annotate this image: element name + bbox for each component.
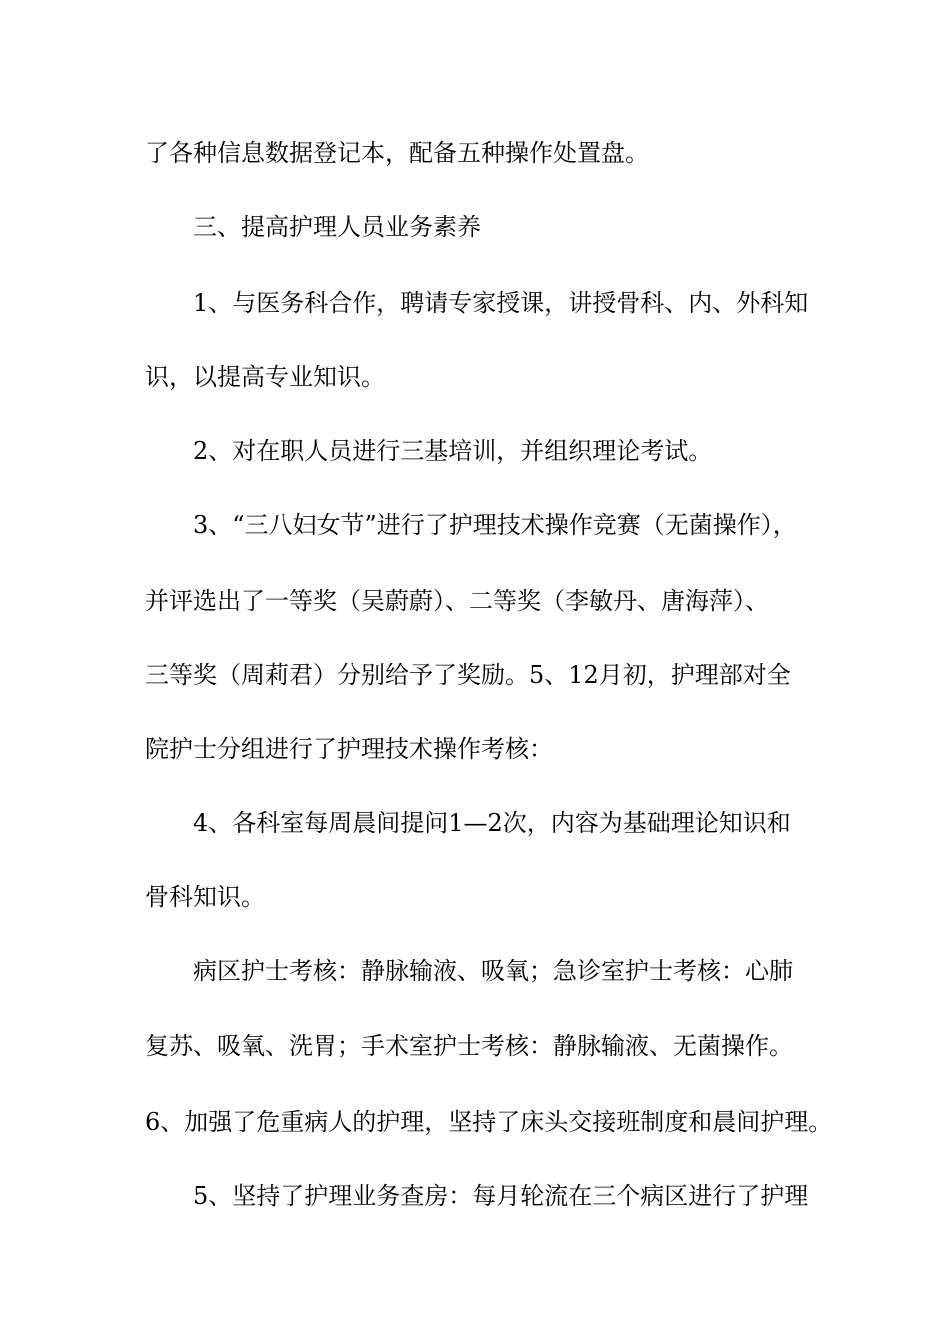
paragraph-line: 5、坚持了护理业务查房：每月轮流在三个病区进行了护理	[193, 1182, 809, 1210]
paragraph-line: 6、加强了危重病人的护理，坚持了床头交接班制度和晨间护理。	[145, 1108, 833, 1136]
paragraph-line: 三等奖（周莉君）分别给予了奖励。5、12月初，护理部对全	[145, 661, 791, 689]
paragraph-line: 识，以提高专业知识。	[145, 363, 385, 391]
paragraph-line: 2、对在职人员进行三基培训，并组织理论考试。	[193, 437, 713, 465]
paragraph-line: 3、“三八妇女节”进行了护理技术操作竞赛（无菌操作），	[193, 511, 797, 539]
paragraph-line: 病区护士考核：静脉输液、吸氧；急诊室护士考核：心肺	[193, 957, 793, 985]
paragraph-line: 4、各科室每周晨间提问1—2次，内容为基础理论知识和	[193, 809, 791, 837]
paragraph-line: 院护士分组进行了护理技术操作考核：	[145, 735, 553, 763]
paragraph-line: 了各种信息数据登记本，配备五种操作处置盘。	[145, 139, 649, 167]
paragraph-line: 骨科知识。	[145, 883, 265, 911]
paragraph-line: 复苏、吸氧、洗胃；手术室护士考核：静脉输液、无菌操作。	[145, 1032, 793, 1060]
paragraph-line: 1、与医务科合作，聘请专家授课，讲授骨科、内、外科知	[193, 289, 809, 317]
section-heading: 三、提高护理人员业务素养	[193, 213, 481, 241]
paragraph-line: 并评选出了一等奖（吴蔚蔚）、二等奖（李敏丹、唐海萍）、	[145, 587, 769, 615]
